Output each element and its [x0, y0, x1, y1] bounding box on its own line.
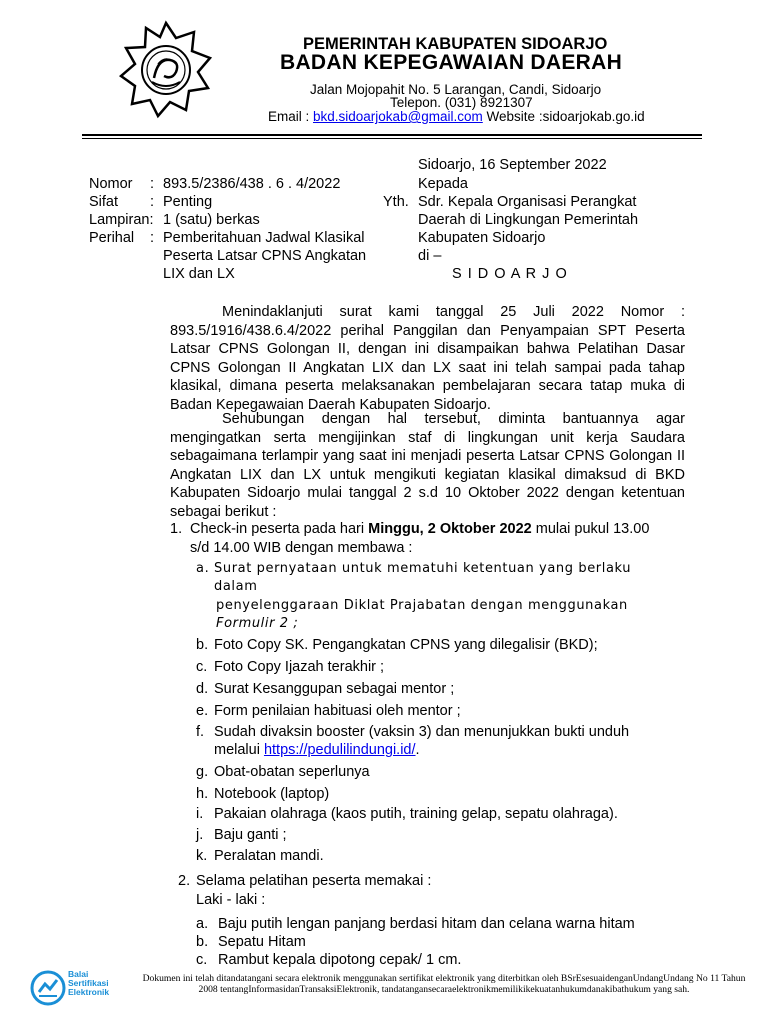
laki-laki-heading: Laki - laki : — [196, 892, 266, 908]
header-contact — [268, 109, 645, 124]
header-rule-thin — [82, 138, 702, 139]
paragraph-2: Sehubungan dengan hal tersebut, diminta bantuannya agar mengingatkan serta mengijinkan staf di lingkungan unit kerja Saudara sebagaimana terlampir yang saat ini menjadi peserta Latsar CPNS Golongan II Angkatan LIX dan LX untuk mengikuti kegiatan klasikal dimaksud di BKD Kabupaten Sidoarjo mulai tanggal 2 s.d 10 Oktober 2022 dengan ketentuan sebagai berikut : — [170, 411, 685, 520]
recipient-city: S I D O A R J O — [452, 266, 568, 282]
sub-c-label: c. — [196, 659, 208, 675]
dress-a-text: Baju putih lengan panjang berdasi hitam dan celana warna hitam — [218, 916, 635, 932]
sub-a-line-3: penyelenggaraan Diklat Prajabatan dengan menggunakan — [216, 598, 628, 613]
sub-e-text: Form penilaian habituasi oleh mentor ; — [214, 703, 461, 719]
yth: Yth. — [383, 194, 409, 210]
dress-b-text: Sepatu Hitam — [218, 934, 306, 950]
sub-b-label: b. — [196, 637, 209, 653]
header-agency: BADAN KEPEGAWAIAN DAERAH — [280, 51, 623, 74]
bsre-logo-line-2: Sertifikasi — [68, 978, 109, 988]
email-label: Email : — [268, 109, 314, 124]
sub-c-text: Foto Copy Ijazah terakhir ; — [214, 659, 385, 675]
recipient-line-2: Daerah di Lingkungan Pemerintah — [418, 212, 639, 228]
sub-g-label: g. — [196, 764, 209, 780]
sub-i-label: i. — [196, 806, 204, 822]
footer-disclaimer: Dokumen ini telah ditandatangani secara elektronik menggunakan sertifikat elektronik yang diterbitkan oleh BSrEsesuaidenganUndangUndang No 11 Tahun 2008 tentangInformasidanTransaksiElektronik, tandatangansecaraelektronikmemilikikekuatanhukumdanakibathukum yang sah. — [142, 973, 746, 995]
sub-j-label: j. — [196, 827, 204, 843]
website-text: Website :sidoarjokab.go.id — [482, 109, 645, 124]
sub-j-text: Baju ganti ; — [214, 827, 287, 843]
sub-b-text: Foto Copy SK. Pengangkatan CPNS yang dilegalisir (BKD); — [214, 637, 598, 653]
paragraph-1: Menindaklanjuti surat kami tanggal 25 Juli 2022 Nomor : 893.5/1916/438.6.4/2022 perihal Panggilan dan Penyampaian SPT Peserta Latsar CPNS Golongan II, dengan ini disampaikan bahwa Pelatihan Dasar CPNS Golongan II Angkatan LIX dan LX saat ini telah sampai pada tahap klasikal, dimana peserta melaksanakan pembelajaran secara tatap muka di Badan Kepegawaian Daerah Kabupaten Sidoarjo. — [170, 304, 685, 413]
sub-f-line-2: melalui https://pedulilindungi.id/. — [214, 742, 420, 758]
sub-d-label: d. — [196, 681, 209, 697]
sifat-value: Penting — [163, 194, 213, 210]
bsre-emblem-icon — [30, 970, 66, 1006]
perihal-line-3: LIX dan LX — [163, 266, 235, 282]
item-1-number: 1. — [170, 521, 183, 537]
sub-f-line-1: Sudah divaksin booster (vaksin 3) dan menunjukkan bukti unduh — [214, 724, 630, 740]
sub-f-label: f. — [196, 724, 205, 740]
sub-a-label: a. — [196, 561, 210, 576]
item-2-number: 2. — [178, 873, 191, 889]
header-address: Jalan Mojopahit No. 5 Larangan, Candi, Sidoarjo — [310, 82, 602, 97]
dress-c-text: Rambut kepala dipotong cepak/ 1 cm. — [218, 952, 462, 968]
nomor-colon: : — [150, 176, 155, 192]
sub-a-line-1: Surat pernyataan untuk mematuhi ketentuan yang berlaku — [214, 561, 632, 576]
sifat-label: Sifat — [89, 194, 119, 210]
perihal-label: Perihal — [89, 230, 135, 246]
bsre-logo-line-3: Elektronik — [68, 987, 110, 997]
item-1-text: Check-in peserta pada hari Minggu, 2 Oktober 2022 mulai pukul 13.00 — [190, 521, 650, 537]
dress-a-label: a. — [196, 916, 209, 932]
pedulilindungi-link[interactable]: https://pedulilindungi.id/ — [263, 742, 416, 758]
sub-a-line-2: dalam — [214, 579, 258, 594]
dress-c-label: c. — [196, 952, 208, 968]
lampiran-label: Lampiran: — [89, 212, 154, 228]
sub-i-text: Pakaian olahraga (kaos putih, training gelap, sepatu olahraga). — [214, 806, 618, 822]
sub-h-text: Notebook (laptop) — [214, 786, 330, 802]
email-link[interactable]: bkd.sidoarjokab@gmail.com — [313, 109, 483, 124]
recipient-line-3: Kabupaten Sidoarjo — [418, 230, 546, 246]
nomor-label: Nomor — [89, 176, 133, 192]
sub-e-label: e. — [196, 703, 209, 719]
sub-a-line-4: Formulir 2 ; — [216, 616, 299, 631]
sub-k-label: k. — [196, 848, 208, 864]
sub-k-text: Peralatan mandi. — [214, 848, 324, 864]
lampiran-value: 1 (satu) berkas — [163, 212, 260, 228]
header-government: PEMERINTAH KABUPATEN SIDOARJO — [303, 35, 608, 53]
perihal-line-2: Peserta Latsar CPNS Angkatan — [163, 248, 367, 264]
item-1-line-2: s/d 14.00 WIB dengan membawa : — [190, 540, 413, 556]
recipient-di: di – — [418, 248, 442, 264]
header-rule-thick — [82, 134, 702, 136]
kepada: Kepada — [418, 176, 468, 192]
item-2-text: Selama pelatihan peserta memakai : — [196, 873, 432, 889]
letter-date: Sidoarjo, 16 September 2022 — [418, 157, 607, 173]
header-phone: Telepon. (031) 8921307 — [390, 95, 533, 110]
perihal-line-1: Pemberitahuan Jadwal Klasikal — [163, 230, 365, 246]
dress-b-label: b. — [196, 934, 209, 950]
nomor-value: 893.5/2386/438 . 6 . 4/2022 — [163, 176, 341, 192]
recipient-line-1: Sdr. Kepala Organisasi Perangkat — [418, 194, 637, 210]
perihal-colon: : — [150, 230, 155, 246]
sub-h-label: h. — [196, 786, 209, 802]
sub-g-text: Obat-obatan seperlunya — [214, 764, 370, 780]
bsre-logo-line-1: Balai — [68, 969, 89, 979]
sidoarjo-emblem-logo — [118, 20, 214, 120]
sub-d-text: Surat Kesanggupan sebagai mentor ; — [214, 681, 455, 697]
sifat-colon: : — [150, 194, 155, 210]
